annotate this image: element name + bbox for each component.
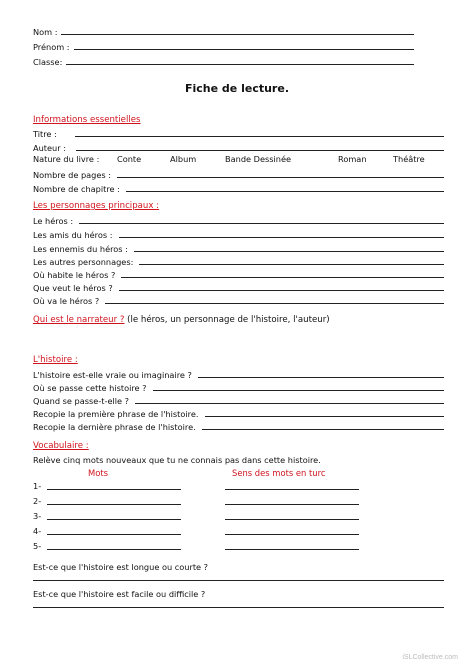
personnage-label: Que veut le héros ? [33,283,113,293]
section-vocabulaire-heading: Vocabulaire : [33,441,89,451]
titre-row [0,126,474,140]
personnage-line[interactable] [134,251,444,252]
nature-option-bd[interactable]: Bande Dessinée [225,154,292,164]
personnage-label: Les ennemis du héros : [33,244,128,254]
pages-line[interactable] [117,177,444,178]
auteur-line[interactable] [76,150,444,151]
nom-row [0,24,474,38]
histoire-label: Où se passe cette histoire ? [33,383,147,393]
personnage-line[interactable] [121,277,444,278]
auteur-row [0,140,474,154]
histoire-line[interactable] [135,403,444,404]
personnage-row [0,241,474,255]
personnage-row [0,267,474,281]
nature-option-conte[interactable]: Conte [117,154,142,164]
page-title: Fiche de lecture. [185,82,289,95]
personnage-line[interactable] [139,264,444,265]
vocab-number: 2- [33,496,42,506]
question-difficulte: Est-ce que l'histoire est facile ou difficile ? [33,589,206,599]
vocab-number: 3- [33,511,42,521]
personnage-line[interactable] [119,290,444,291]
personnage-line[interactable] [119,237,445,238]
nom-line[interactable] [61,34,414,35]
histoire-row [0,367,474,381]
nature-option-roman[interactable]: Roman [338,154,367,164]
histoire-label: Recopie la dernière phrase de l'histoire. [33,422,196,432]
nature-label: Nature du livre : [33,154,100,164]
sens-line[interactable] [225,549,359,550]
personnage-line[interactable] [79,223,444,224]
mot-line[interactable] [47,504,181,505]
histoire-label: L'histoire est-elle vraie ou imaginaire ? [33,370,192,380]
section-personnages-heading: Les personnages principaux : [33,201,160,211]
personnage-row [0,213,474,227]
mot-line[interactable] [47,489,181,490]
vocab-number: 5- [33,541,42,551]
histoire-line[interactable] [153,390,444,391]
mots-column-header: Mots [88,468,108,478]
question-longueur-line[interactable] [33,580,444,581]
histoire-line[interactable] [205,416,445,417]
histoire-label: Quand se passe-t-elle ? [33,396,130,406]
sens-line[interactable] [225,489,359,490]
sens-line[interactable] [225,519,359,520]
personnage-row [0,227,474,241]
personnage-label: Les autres personnages: [33,257,134,267]
mot-line[interactable] [47,549,181,550]
nature-option-album[interactable]: Album [170,154,197,164]
histoire-label: Recopie la première phrase de l'histoire. [33,409,199,419]
histoire-line[interactable] [198,377,444,378]
personnage-label: Où va le héros ? [33,296,100,306]
classe-line[interactable] [66,64,414,65]
personnage-row [0,254,474,268]
pages-label: Nombre de pages : [33,170,112,180]
classe-row [0,54,474,68]
nom-label: Nom : [33,27,58,37]
classe-label: Classe: [33,57,63,67]
personnage-label: Le héros : [33,216,74,226]
sens-line[interactable] [225,534,359,535]
titre-label: Titre : [33,129,57,139]
personnage-line[interactable] [105,303,444,304]
prenom-row [0,39,474,53]
histoire-line[interactable] [202,429,444,430]
prenom-line[interactable] [74,49,414,50]
titre-line[interactable] [75,136,444,137]
auteur-label: Auteur : [33,143,66,153]
watermark: iSLCollective.com [402,654,458,661]
mot-line[interactable] [47,519,181,520]
personnage-row [0,280,474,294]
sens-line[interactable] [225,504,359,505]
narrateur-row [33,315,330,325]
histoire-row [0,380,474,394]
personnage-label: Où habite le héros ? [33,270,116,280]
chapitres-row [0,181,474,195]
sens-column-header: Sens des mots en turc [232,468,326,478]
section-histoire-heading: L'histoire : [33,355,78,365]
chapitres-label: Nombre de chapitre : [33,184,120,194]
narrateur-question: Qui est le narrateur ? [33,315,125,325]
question-difficulte-line[interactable] [33,607,444,608]
vocab-number: 1- [33,481,42,491]
narrateur-hint: (le héros, un personnage de l'histoire, l'auteur) [127,315,330,325]
prenom-label: Prénom : [33,42,70,52]
chapitres-line[interactable] [126,191,444,192]
vocab-number: 4- [33,526,42,536]
histoire-row [0,393,474,407]
pages-row [0,167,474,181]
histoire-row [0,406,474,420]
nature-option-theatre[interactable]: Théâtre [393,154,425,164]
personnage-row [0,293,474,307]
question-longueur: Est-ce que l'histoire est longue ou courte ? [33,562,209,572]
personnage-label: Les amis du héros : [33,230,113,240]
mot-line[interactable] [47,534,181,535]
section-informations-heading: Informations essentielles [33,115,141,125]
vocabulaire-instruction: Relève cinq mots nouveaux que tu ne connais pas dans cette histoire. [33,455,321,465]
histoire-row [0,419,474,433]
